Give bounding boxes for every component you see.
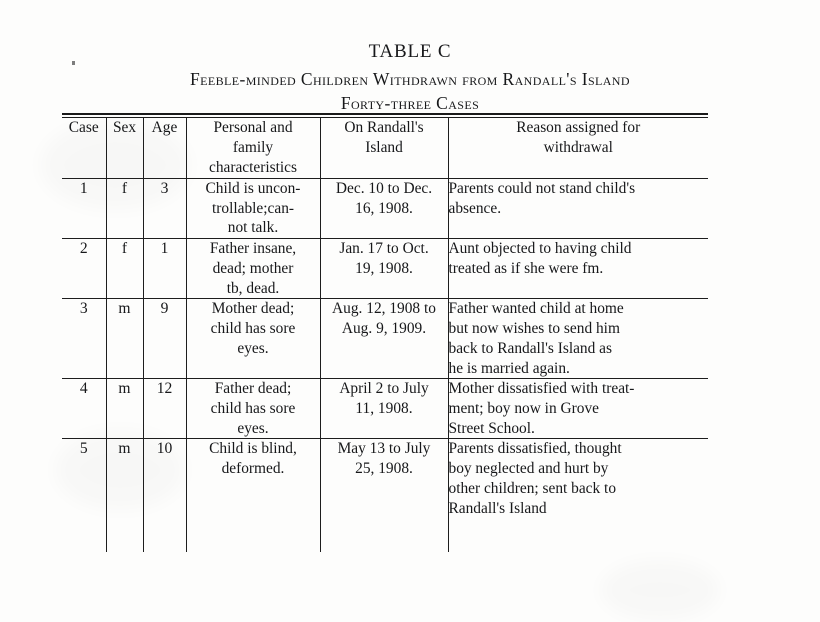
cell-age: 9 [143, 299, 186, 379]
cell-case: 3 [62, 299, 106, 379]
tail-cell [320, 518, 448, 552]
cell-age: 10 [143, 439, 186, 518]
column-header-reason-for-withdrawal: Reason assigned for withdrawal [448, 118, 708, 179]
cell-personal-characteristics: Mother dead; child has sore eyes. [186, 299, 320, 379]
column-header-age: Age [143, 118, 186, 179]
column-header-case: Case [68, 119, 99, 136]
column-header-personal-characteristics: Personal and family characteristics [186, 118, 320, 179]
title-block [0, 40, 820, 116]
cell-on-randalls-island: Aug. 12, 1908 to Aug. 9, 1909. [320, 299, 448, 379]
column-header-on-randalls-island: On Randall's Island [320, 118, 448, 179]
cell-personal-characteristics: Child is blind, deformed. [186, 439, 320, 518]
cell-age: 3 [143, 179, 186, 239]
cell-on-randalls-island: April 2 to July 11, 1908. [320, 379, 448, 439]
cell-sex: m [106, 439, 143, 518]
table-label: TABLE C [368, 41, 452, 62]
cell-reason: Parents could not stand child's absence. [448, 179, 708, 239]
table-subtitle-line-1: Feeble-minded Children Withdrawn from Randall's Island [190, 68, 630, 89]
table-row [62, 179, 708, 239]
cell-on-randalls-island: Jan. 17 to Oct. 19, 1908. [320, 239, 448, 299]
tail-cell [143, 518, 186, 552]
table-rule-tail [62, 518, 708, 552]
column-header-sex: Sex [106, 118, 143, 179]
cell-reason: Aunt objected to having child treated as if she were fm. [448, 239, 708, 299]
table-row [62, 299, 708, 379]
cell-personal-characteristics: Father insane, dead; mother tb, dead. [186, 239, 320, 299]
scan-blotch [600, 560, 720, 620]
cell-on-randalls-island: Dec. 10 to Dec. 16, 1908. [320, 179, 448, 239]
cell-personal-characteristics: Child is uncon- trollable;can- not talk. [186, 179, 320, 239]
tail-cell [186, 518, 320, 552]
cell-case: 1 [62, 179, 106, 239]
tail-cell [448, 518, 708, 552]
table-row [62, 379, 708, 439]
cell-age: 12 [143, 379, 186, 439]
cell-sex: m [106, 299, 143, 379]
cell-reason: Father wanted child at home but now wishes to send him back to Randall's Island as he is married again. [448, 299, 708, 379]
table-header-row [62, 118, 708, 179]
table-row [62, 439, 708, 518]
cell-case: 2 [62, 239, 106, 299]
cell-sex: f [106, 239, 143, 299]
table-row [62, 239, 708, 299]
cell-sex: m [106, 379, 143, 439]
table-grid [62, 118, 708, 518]
data-table [62, 113, 708, 552]
tail-cell [106, 518, 143, 552]
cell-reason: Mother dissatisfied with treat- ment; boy now in Grove Street School. [448, 379, 708, 439]
cell-sex: f [106, 179, 143, 239]
cell-age: 1 [143, 239, 186, 299]
table-subtitle-line-2: Forty-three Cases [340, 93, 480, 114]
cell-personal-characteristics: Father dead; child has sore eyes. [186, 379, 320, 439]
tail-cell [62, 518, 106, 552]
cell-case: 4 [62, 379, 106, 439]
cell-reason: Parents dissatisfied, thought boy neglected and hurt by other children; sent back to Randall's Island [448, 439, 708, 518]
cell-case: 5 [62, 439, 106, 518]
cell-on-randalls-island: May 13 to July 25, 1908. [320, 439, 448, 518]
